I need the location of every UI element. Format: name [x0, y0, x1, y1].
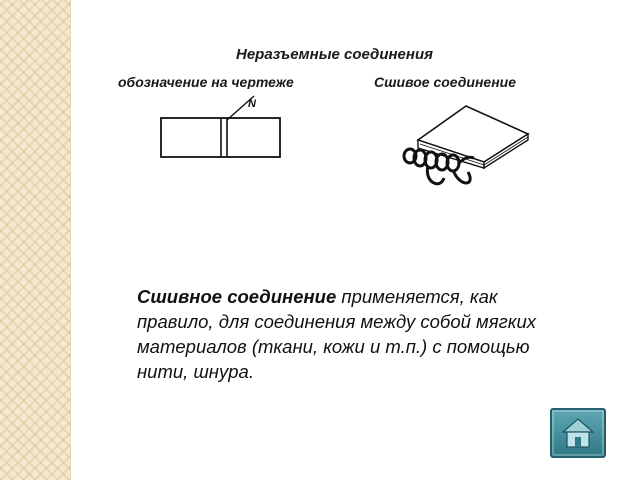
body-description: применяется, как правило, для соединения между собой мягких материалов (ткани, кожи и т.п.) с помощью нити, шнура.	[137, 286, 537, 382]
seam-drawing-notation	[150, 92, 290, 164]
home-button[interactable]	[550, 408, 606, 458]
side-strip-edge	[70, 0, 71, 480]
decorative-side-strip	[0, 0, 70, 480]
stitched-joint-illustration	[398, 100, 538, 200]
slide-title: Неразъемные соединения	[236, 46, 433, 63]
seam-mark: N	[248, 98, 256, 110]
body-paragraph	[137, 284, 577, 384]
body-lead-term: Сшивное соединение	[137, 286, 337, 307]
home-icon	[560, 416, 596, 450]
drawing-notation-label: обозначение на чертеже	[118, 74, 294, 89]
stitched-joint-label: Сшивое соединение	[374, 74, 516, 90]
